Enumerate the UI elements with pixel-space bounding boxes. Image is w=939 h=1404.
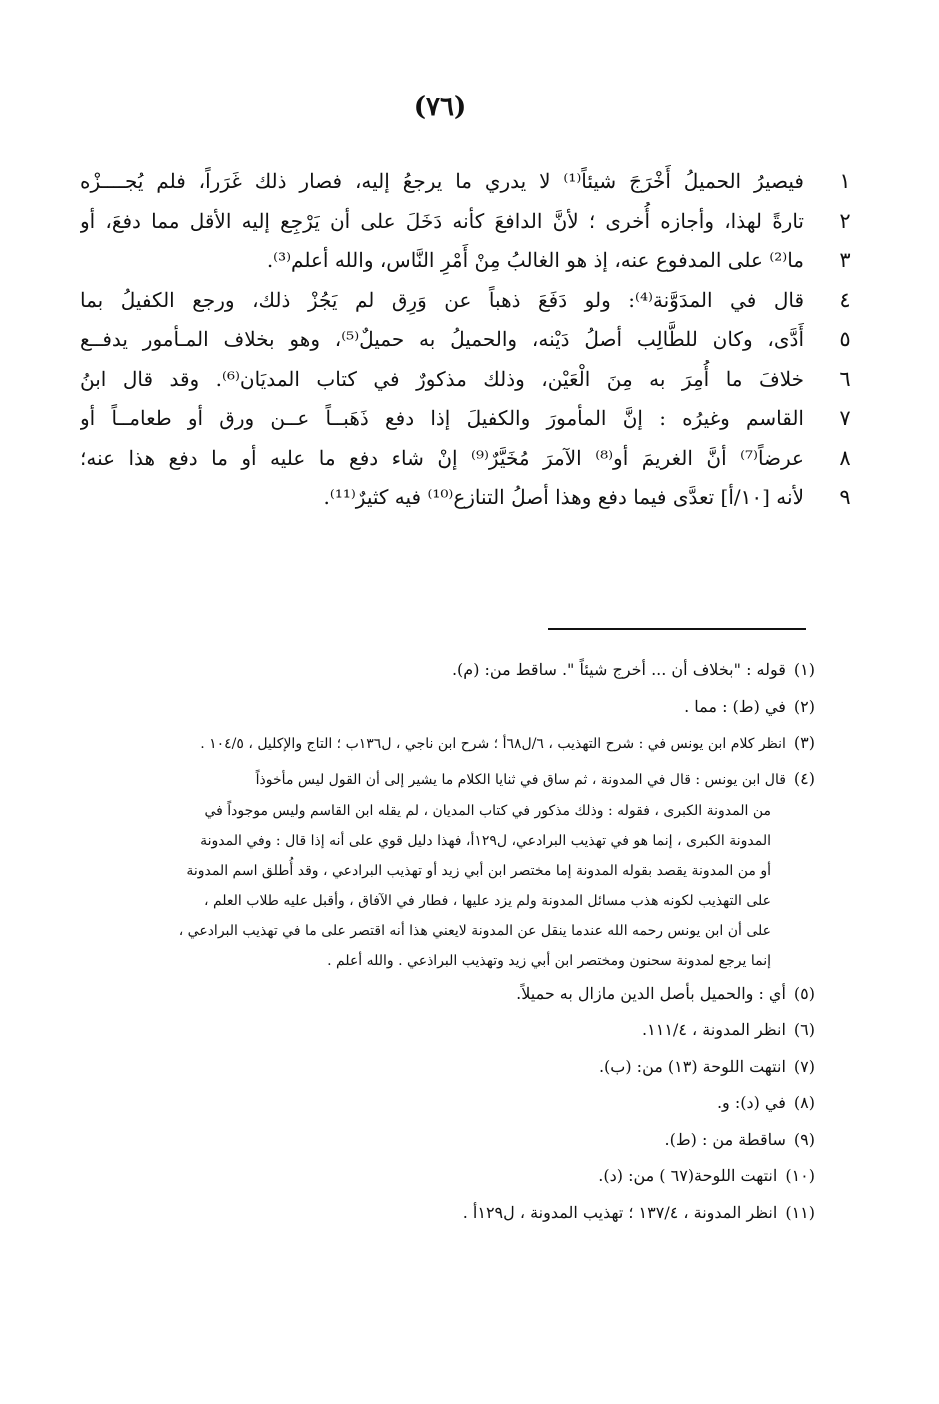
footnote-text: ساقطة من : (ط).: [664, 1129, 786, 1149]
footnote-text: قال ابن يونس : قال في المدونة ، ثم ساق في ثنايا الكلام ما يشير إلى أن القول ليس مأخوذاً: [255, 771, 786, 788]
footnote-text: من المدونة الكبرى ، فقوله : وذلك مذكور في كتاب المديان ، لم يقله ابن القاسم وليس موجوداً في: [204, 802, 771, 819]
footnote-text: المدونة الكبرى ، إنما هو في تهذيب البرادعي، ل١٢٩أ، فهذا دليل قوي على أنه إذا قال : وفي المدونة: [200, 832, 771, 849]
line-number: ٦: [839, 366, 851, 391]
page-number: (٧٦): [413, 92, 467, 122]
line-text: أَدَّى، وكان للطَّالِب أصلُ دَيْنه، والحميلُ به حميلٌ⁽⁵⁾، وهو بخلاف المـأمور يدفــع: [80, 327, 804, 351]
footnote-separator: [548, 628, 806, 630]
line-text: ما⁽²⁾ على المدفوع عنه، إذ هو الغالبُ مِنْ أَمْرِ النَّاس، والله أعلم⁽³⁾.: [266, 248, 804, 272]
line-number: ٨: [839, 445, 851, 470]
footnote-continuation: [80, 856, 815, 886]
footnote-text: في (ط) : مما .: [684, 696, 786, 716]
footnote-continuation: [80, 826, 815, 856]
text-line: [80, 439, 860, 479]
footnote: [80, 762, 815, 796]
footnote-number: (١٠): [785, 1166, 815, 1185]
main-text: [80, 162, 860, 518]
footnote-continuation: [80, 796, 815, 826]
footnote-text: على التهذيب لكونه هذب مسائل المدونة ولم يزد عليها ، فطار في الآفاق ، وأقبل عليه طلاب العلم ،: [203, 892, 771, 909]
text-line: [80, 360, 860, 400]
footnote-number: (٩): [793, 1129, 815, 1149]
line-text: قال في المدَوَّنة⁽⁴⁾: ولو دَفَعَ ذهباً عن وَرِق لم يَجُزْ ذلك، ورجع الكفيلُ بما: [80, 287, 804, 312]
footnote-text: انتهت اللوحة(٦٧ ) من: (د).: [598, 1166, 778, 1185]
line-text: خلافَ ما أُمِرَ به مِنَ الْعَيْن، وذلك مذكورٌ في كتاب المديَان⁽⁶⁾. وقد قال ابنُ: [80, 366, 804, 391]
footnote-text: انظر المدونة ، ١١١/٤.: [642, 1020, 786, 1039]
footnote-number: (٢): [793, 696, 815, 716]
text-line: [80, 399, 860, 439]
text-line: [80, 202, 860, 242]
footnote-continuation: [80, 946, 815, 976]
text-line: [80, 162, 860, 202]
footnote-number: (١١): [785, 1202, 815, 1222]
line-number: ٤: [839, 287, 851, 312]
footnote-number: (٥): [793, 983, 815, 1003]
line-number: ٣: [839, 248, 851, 272]
footnote-text: انظر المدونة ، ١٣٧/٤ ؛ تهذيب المدونة ، ل١٢٩أ .: [462, 1202, 778, 1222]
footnote-number: (٣): [793, 733, 815, 752]
footnote: [80, 725, 815, 762]
text-line: [80, 478, 860, 518]
line-number: ٥: [839, 327, 851, 351]
footnote-text: قوله : "بخلاف أن ... أخرج شيئاً ". ساقط من: (م).: [451, 660, 786, 679]
footnote-text: أي : والحميل بأصل الدين مازال به حميلاً.: [516, 983, 786, 1003]
footnote-continuation: [80, 886, 815, 916]
footnote: [80, 1049, 815, 1086]
footnote-number: (٤): [793, 768, 815, 788]
line-text: فيصيرُ الحميلُ أَخْرَجَ شيئاً⁽¹⁾ لا يدري ما يرجعُ إليه، فصار ذلك غَرَراً، فلم يُجــــزْه: [80, 169, 804, 193]
footnote: [80, 1085, 815, 1122]
footnote-text: إنما يرجع لمدونة سحنون ومختصر ابن أبي زيد وتهذيب البراذعي . والله أعلم .: [327, 952, 771, 969]
footnote: [80, 1012, 815, 1049]
footnote-number: (٦): [793, 1020, 815, 1039]
footnote-text: انظر كلام ابن يونس في : شرح التهذيب ، ٦/ل٦٨أ ؛ شرح ابن ناجي ، ل١٣٦ب ؛ التاج والإكليل ، ١٠٤/٥ .: [200, 736, 786, 752]
line-text: عرضاً⁽⁷⁾ أنَّ الغريمَ أو⁽⁸⁾ الآمرَ مُخَيَّرٌ⁽⁹⁾ إنْ شاء دفع ما عليه أو ما دفع هذا عنه؛: [80, 445, 804, 470]
line-text: القاسم وغيرُه : إنَّ المأمورَ والكفيلَ إذا دفع ذَهَبــاً عــن ورق أو طعامــاً أو: [80, 406, 804, 430]
footnote-number: (٧): [793, 1056, 815, 1076]
footnote: [80, 1122, 815, 1159]
footnote-text: في (د): و.: [716, 1093, 786, 1112]
line-text: تارةً لهذا، وأجازه أُخرى ؛ لأنَّ الدافعَ كأنه دَخَلَ على أن يَرْجِع إليه الأقل مما دفعَ، أو: [80, 208, 804, 233]
line-number: ٢: [839, 208, 851, 233]
line-number: ١: [839, 169, 851, 193]
footnote: [80, 976, 815, 1013]
footnote-text: على أن ابن يونس رحمه الله عندما ينقل عن المدونة لايعني هذا أنه اقتصر على ما في تهذيب البرادعي ،: [178, 922, 771, 939]
line-number: ٩: [839, 485, 851, 509]
line-text: لأنه [١٠/أ] تعدَّى فيما دفع وهذا أصلُ التنازع⁽¹⁰⁾ فيه كثيرٌ⁽¹¹⁾.: [323, 485, 804, 509]
footnote: [80, 652, 815, 689]
footnote-number: (٨): [793, 1093, 815, 1112]
footnote-text: انتهت اللوحة (١٣) من: (ب).: [598, 1056, 786, 1076]
footnote: [80, 1195, 815, 1232]
footnote-text: أو من المدونة يقصد بقوله المدونة إما مختصر ابن أبي زيد أو تهذيب البرادعي ، وقد أُطلق اسم المدونة: [186, 862, 771, 879]
line-number: ٧: [839, 406, 851, 430]
text-line: [80, 281, 860, 321]
footnote: [80, 1158, 815, 1195]
footnote-continuation: [80, 916, 815, 946]
footnotes: [80, 652, 815, 1231]
text-line: [80, 241, 860, 281]
footnote-number: (١): [793, 660, 815, 679]
footnote: [80, 689, 815, 726]
text-line: [80, 320, 860, 360]
